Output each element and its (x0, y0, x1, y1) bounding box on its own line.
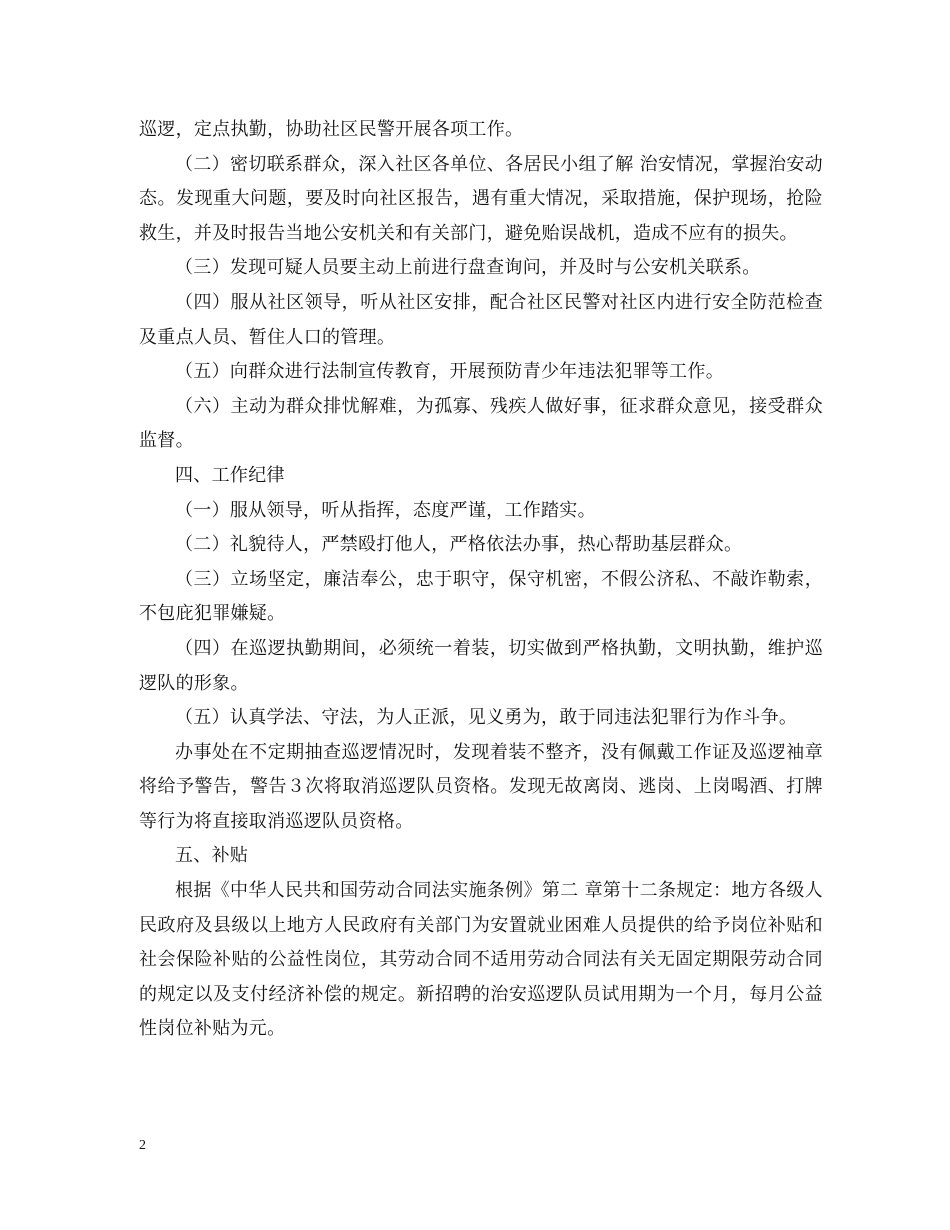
paragraph: 巡逻，定点执勤，协助社区民警开展各项工作。 (139, 119, 524, 140)
document-body (139, 113, 823, 1047)
paragraph: （一）服从领导，听从指挥，态度严谨，工作踏实。 (175, 499, 596, 521)
section-heading: 五、补贴 (175, 845, 249, 867)
page-number: 2 (139, 1138, 146, 1153)
paragraph: 办事处在不定期抽查巡逻情况时，发现着装不整齐，没有佩戴工作证及巡逻袖章将给予警告，警告３次将取消巡逻队员资格。发现无故离岗、逃岗、上岗喝酒、打牌等行为将直接取消巡逻队员资格。 (139, 741, 823, 832)
paragraph: （二）礼貌待人，严禁殴打他人，严格依法办事，热心帮助基层群众。 (175, 534, 743, 556)
paragraph: （六）主动为群众排忧解难，为孤寡、残疾人做好事，征求群众意见，接受群众监督。 (139, 395, 823, 452)
paragraph: （四）在巡逻执勤期间，必须统一着装，切实做到严格执勤，文明执勤，维护巡逻队的形象。 (139, 637, 823, 694)
paragraph: （三）立场坚定，廉洁奉公，忠于职守，保守机密，不假公济私、不敲诈勒索，不包庇犯罪嫌疑。 (139, 568, 823, 625)
paragraph: （五）认真学法、守法，为人正派，见义勇为，敢于同违法犯罪行为作斗争。 (175, 707, 798, 729)
paragraph: （五）向群众进行法制宣传教育，开展预防青少年违法犯罪等工作。 (175, 361, 724, 383)
section-heading: 四、工作纪律 (175, 464, 285, 486)
paragraph: 根据《中华人民共和国劳动合同法实施条例》第二 章第十二条规定：地方各级人民政府及县级以上地方人民政府有关部门为安置就业困难人员提供的给予岗位补贴和社会保险补贴的公益性岗位，其劳动合同不适用劳动合同法有关无固定期限劳动合同的规定以及支付经济补偿的规定。新招聘的治安巡逻队员试用期为一个月，每月公益性岗位补贴为元。 (139, 880, 823, 1040)
paragraph: （二）密切联系群众，深入社区各单位、各居民小组了解 治安情况，掌握治安动态。发现重大问题，要及时向社区报告，遇有重大情况，采取措施，保护现场，抢险救生，并及时报告当地公安机关和有关部门，避免贻误战机，造成不应有的损失。 (139, 153, 823, 244)
paragraph: （三）发现可疑人员要主动上前进行盘查询问，并及时与公安机关联系。 (175, 257, 761, 279)
paragraph: （四）服从社区领导，听从社区安排，配合社区民警对社区内进行安全防范检查及重点人员、暂住人口的管理。 (139, 291, 823, 348)
